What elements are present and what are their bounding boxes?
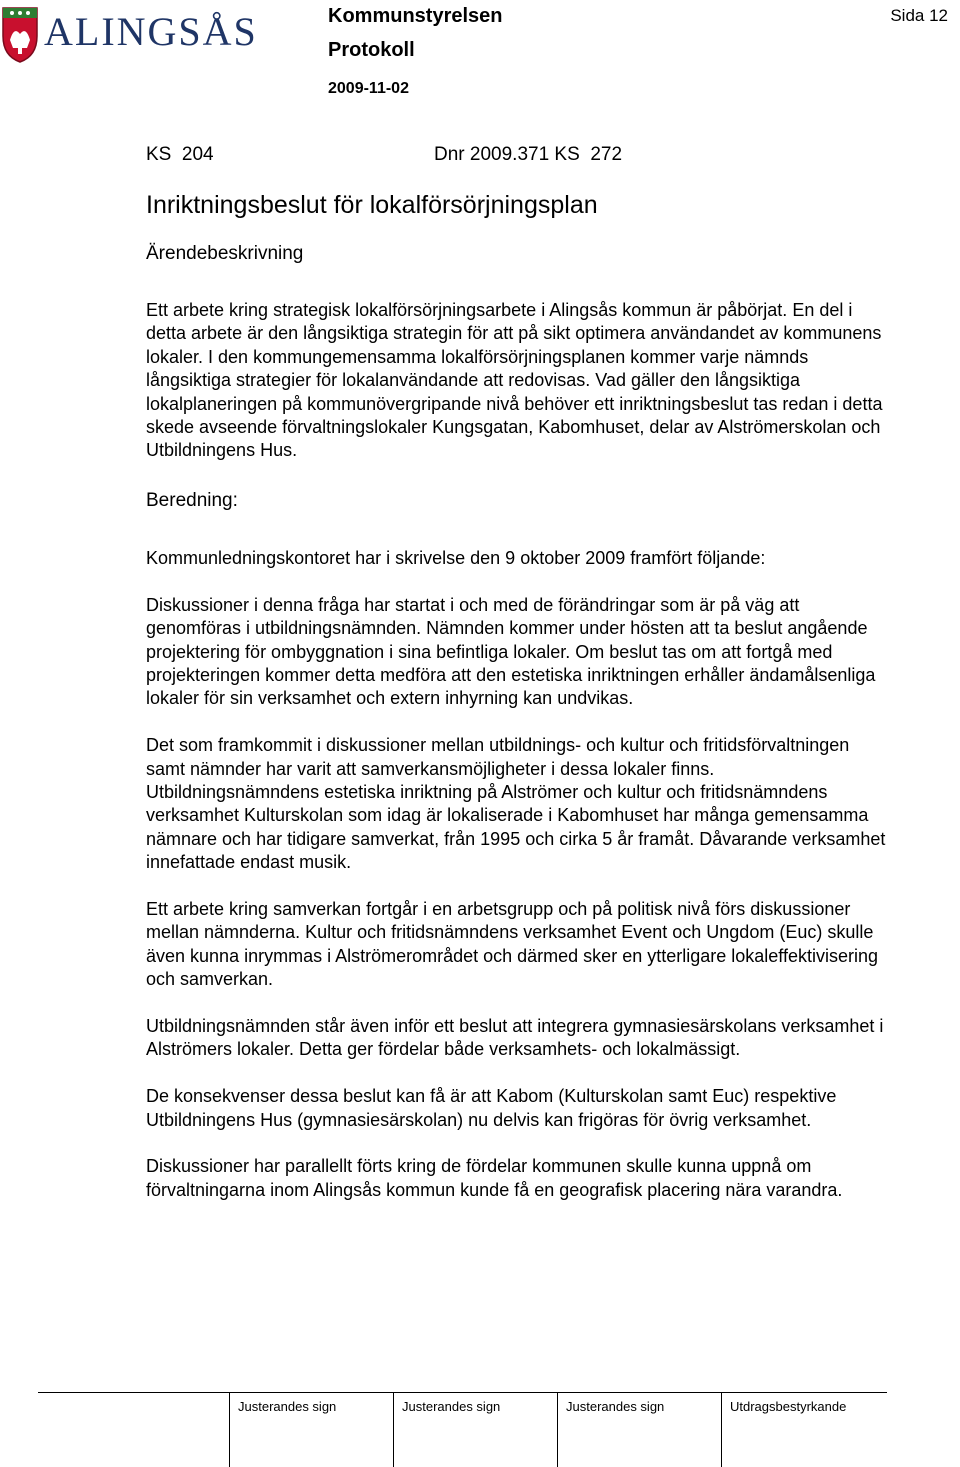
logo-wordmark: ALINGSÅS [44,9,258,54]
paragraph: Utbildningsnämnden står även inför ett beslut att integrera gymnasiesärskolans verksamhet i Alströmers lokaler. Detta ger fördelar både verksamhets- och lokalmässigt. [146,1016,884,1060]
coat-of-arms-icon [0,4,40,64]
page-number: Sida 12 [890,6,948,25]
page-title: Inriktningsbeslut för lokalförsörjningsplan [146,191,598,219]
diary-number: Dnr 2009.371 KS 272 [434,144,623,165]
footer-certification-cell: Utdragsbestyrkande [721,1392,887,1467]
paragraph: Kommunledningskontoret har i skrivelse den 9 oktober 2009 framfört följande: [146,548,766,568]
organization-name: Kommunstyrelsen [328,5,503,27]
section-body-description [146,299,886,486]
document-type: Protokoll [328,39,415,61]
paragraph: Ett arbete kring samverkan fortgår i en arbetsgrupp och på politisk nivå förs diskussioner mellan nämnderna. Kultur och fritidsnämndens verksamhet Event och Ungdom (Euc) skulle även kunna inrymmas i Alströmerområdet och därmed sker en ytterligare lokaleffektivisering och samverkan. [146,899,878,990]
paragraph: Ett arbete kring strategisk lokalförsörjningsarbete i Alingsås kommun är påbörjat. En del i detta arbete är den långsiktiga strategin för att på sikt optimera användandet av kommunens lokaler. I den kommungemensamma lokalförsörjningsplanen kommer varje nämnds långsiktiga strategier för lokalanvändande att redovisas. Vad gäller den långsiktiga lokalplaneringen på kommunövergripande nivå behöver ett inriktningsbeslut tas redan i detta skede avseende förvaltningslokaler Kungsgatan, Kabomhuset, delar av Alströmerskolan och Utbildningens Hus. [146,300,883,461]
section-body-preparation [146,547,886,1226]
footer-signature-cell: Justerandes sign [393,1392,557,1467]
document-date: 2009-11-02 [328,80,409,97]
paragraph: Diskussioner har parallellt förts kring de fördelar kommunen skulle kunna uppnå om förvaltningarna inom Alingsås kommun kunde få en geografisk placering nära varandra. [146,1156,843,1200]
footer-signature-cell: Justerandes sign [229,1392,393,1467]
case-number: KS 204 [146,144,214,165]
paragraph: De konsekvenser dessa beslut kan få är att Kabom (Kulturskolan samt Euc) respektive Utbildningens Hus (gymnasiesärskolan) nu delvis kan frigöras för övrig verksamhet. [146,1086,837,1130]
paragraph: Diskussioner i denna fråga har startat i och med de förändringar som är på väg att genomföras i utbildningsnämnden. Nämnden kommer under hösten att ta beslut angående projektering för ombyggnation i sina befintliga lokaler. Om beslut tas om att fortgå med projekteringen kommer detta medföra att den estetiska inriktningen erhåller ändamålsenliga lokaler för sin verksamhet och extern inhyrning kan undvikas. [146,594,876,709]
footer-signature-cell: Justerandes sign [557,1392,721,1467]
section-heading-preparation: Beredning: [146,490,238,511]
section-heading-description: Ärendebeskrivning [146,243,304,264]
municipality-logo [0,4,262,66]
paragraph: Det som framkommit i diskussioner mellan utbildnings- och kultur och fritidsförvaltningen samt nämnder har varit att samverkansmöjligheter i dessa lokaler finns. Utbildningsnämndens estetiska inriktning på Alströmer och kultur och fritidsnämndens verksamhet Kulturskolan som idag är lokaliserade i Kabomhuset har många gemensamma nämnare och har tidigare samverkat, från 1995 och cirka 5 år framåt. Dåvarande verksamhet innefattade endast musik. [146,735,886,873]
